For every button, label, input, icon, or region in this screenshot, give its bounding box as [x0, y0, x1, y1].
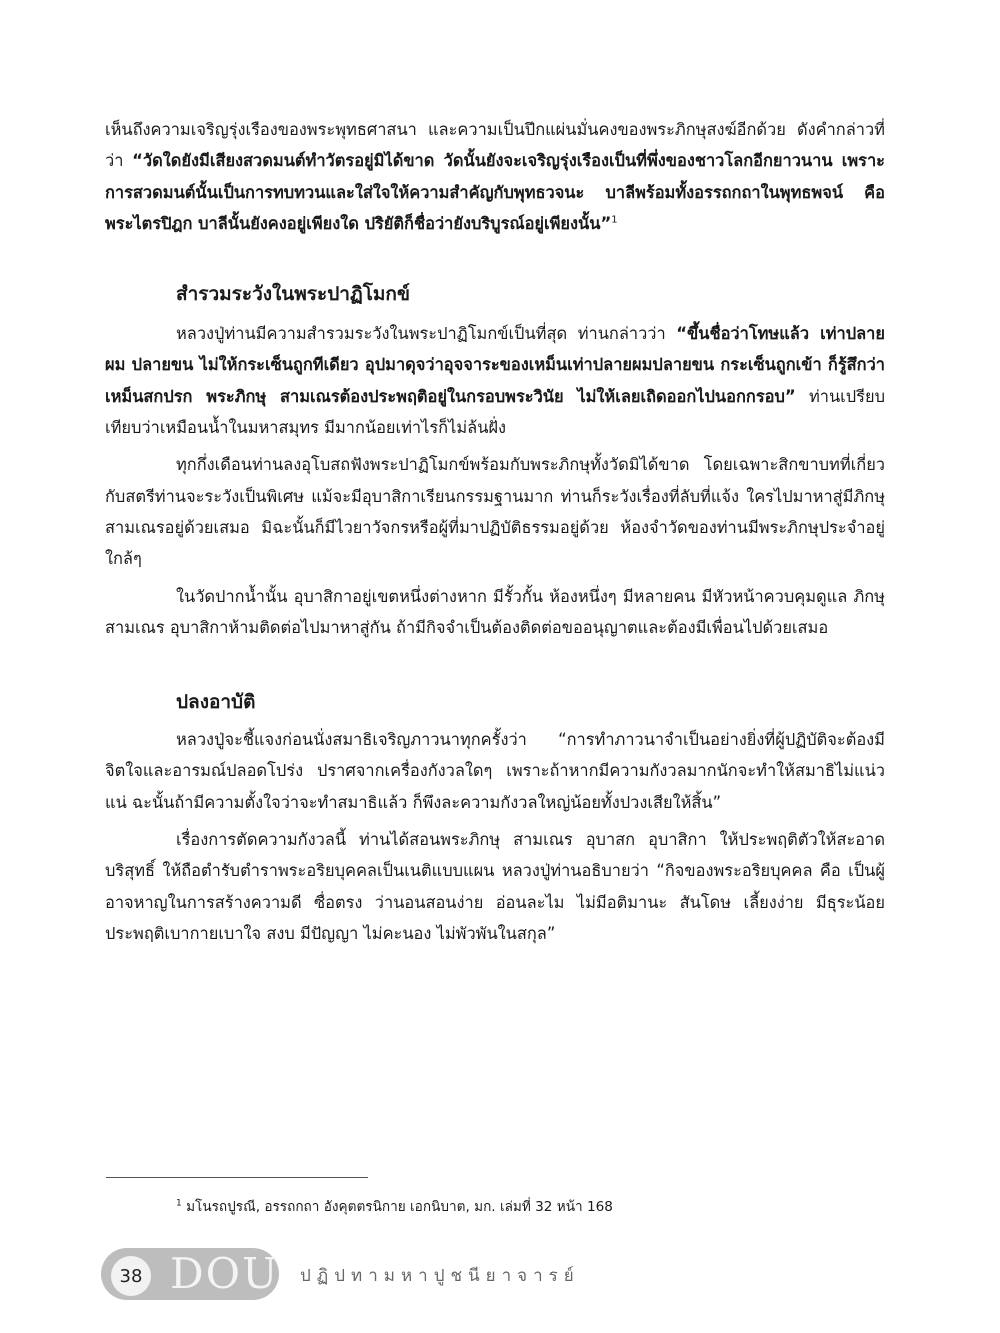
dou-logo: DOU: [170, 1249, 280, 1298]
paragraph-1-quote: “วัดใดยังมีเสียงสวดมนต์ทำวัตรอยู่มิได้ขาด วัดนั้นยังจะเจริญรุ่งเรืองเป็นที่พึ่งของชาวโลกอีกยาวนาน เพราะการสวดมนต์นั้นเป็นการทบทวนและใส่ใจให้ความสำคัญกับพุทธวจนะ บาลีพร้อมทั้งอรรถกถาในพุทธพจน์ คือ พระไตรปิฎก บาลีนั้นยังคงอยู่เพียงใด ปริยัติก็ชื่อว่ายังบริบูรณ์อยู่เพียงนั้น”: [105, 151, 885, 233]
paragraph-3: ทุกกึ่งเดือนท่านลงอุโบสถฟังพระปาฏิโมกข์พร้อมกับพระภิกษุทั้งวัดมิได้ขาด โดยเฉพาะสิกขาบทที่เกี่ยวกับสตรีท่านจะระวังเป็นพิเศษ แม้จะมีอุบาสิกาเรียนกรรมฐานมาก ท่านก็ระวังเรื่องที่ลับที่แจ้ง ใครไปมาหาสู่มีภิกษุ สามเณรอยู่ด้วยเสมอ มิฉะนั้นก็มีไวยาวัจกรหรือผู้ที่มาปฏิบัติธรรมอยู่ด้วย ห้องจำวัดของท่านมีพระภิกษุประจำอยู่ใกล้ๆ: [105, 455, 885, 569]
paragraph-1: [105, 114, 885, 239]
paragraph-2-quote: “ขึ้นชื่อว่าโทษแล้ว เท่าปลายผม ปลายขน ไม่ให้กระเซ็นถูกทีเดียว อุปมาดุจว่าอุจจาระของเหม็นเท่าปลายผมปลายขน กระเซ็นถูกเข้า ก็รู้สึกว่าเหม็นสกปรก พระภิกษุ สามเณรต้องประพฤติอยู่ในกรอบพระวินัย ไม่ให้เลยเถิดออกไปนอกกรอบ”: [105, 324, 885, 406]
footnote: [176, 1197, 613, 1217]
page-number: 38: [111, 1256, 151, 1296]
section-heading-confession: ปลงอาบัติ: [176, 691, 256, 714]
paragraph-1-text: เห็นถึงความเจริญรุ่งเรืองของพระพุทธศาสนา และความเป็นปึกแผ่นมั่นคงของพระภิกษุสงฆ์อีกด้วย ดังคำกล่าวที่ว่า: [105, 120, 885, 171]
paragraph-2-end: ท่านเปรียบเทียบว่าเหมือนน้ำในมหาสมุทร มีมากน้อยเท่าไรก็ไม่ล้นฝั่ง: [105, 386, 885, 438]
footnote-marker: 1: [176, 1198, 182, 1209]
paragraph-6: เรื่องการตัดความกังวลนี้ ท่านได้สอนพระภิกษุ สามเณร อุบาสก อุบาสิกา ให้ประพฤติตัวให้สะอาดบริสุทธิ์ ให้ถือตำรับตำราพระอริยบุคคลเป็นเนติแบบแผน หลวงปู่ท่านอธิบายว่า “กิจของพระอริยบุคคล คือ เป็นผู้อาจหาญในการสร้างความดี ซื่อตรง ว่านอนสอนง่าย อ่อนละไม ไม่มีอติมานะ สันโดษ เลี้ยงง่าย มีธุระน้อย ประพฤติเบากายเบาใจ สงบ มีปัญญา ไม่คะนอง ไม่พัวพันในสกุล”: [105, 830, 885, 943]
section-heading-restraint: สำรวมระวังในพระปาฏิโมกข์: [176, 283, 410, 306]
footnote-divider: [106, 1177, 368, 1178]
page-body: [105, 114, 885, 949]
footnote-text: มโนรถปูรณี, อรรถกถา อังคุตตรนิกาย เอกนิบาต, มก. เล่มที่ 32 หน้า 168: [186, 1199, 613, 1215]
paragraph-2-intro: หลวงปู่ท่านมีความสำรวมระวังในพระปาฏิโมกข์เป็นที่สุด ท่านกล่าวว่า: [176, 324, 677, 344]
running-title: ปฏิปทามหาปูชนียาจารย์: [300, 1266, 580, 1286]
paragraph-4: ในวัดปากน้ำนั้น อุบาสิกาอยู่เขตหนึ่งต่างหาก มีรั้วกั้น ห้องหนึ่งๆ มีหลายคน มีหัวหน้าควบคุมดูแล ภิกษุ สามเณร อุบาสิกาห้ามติดต่อไปมาหาสู่กัน ถ้ามีกิจจำเป็นต้องติดต่อขออนุญาตและต้องมีเพื่อนไปด้วยเสมอ: [105, 586, 885, 637]
paragraph-2: [105, 318, 885, 443]
footnote-reference[interactable]: 1: [611, 214, 618, 226]
paragraph-5: หลวงปู่จะชี้แจงก่อนนั่งสมาธิเจริญภาวนาทุกครั้งว่า “การทำภาวนาจำเป็นอย่างยิ่งที่ผู้ปฏิบัติจะต้องมีจิตใจและอารมณ์ปลอดโปร่ง ปราศจากเครื่องกังวลใดๆ เพราะถ้าหากมีความกังวลมากนักจะทำให้สมาธิไม่แน่วแน่ ฉะนั้นถ้ามีความตั้งใจว่าจะทำสมาธิแล้ว ก็พึงละความกังวลใหญ่น้อยทั้งปวงเสียให้สิ้น”: [105, 730, 885, 812]
